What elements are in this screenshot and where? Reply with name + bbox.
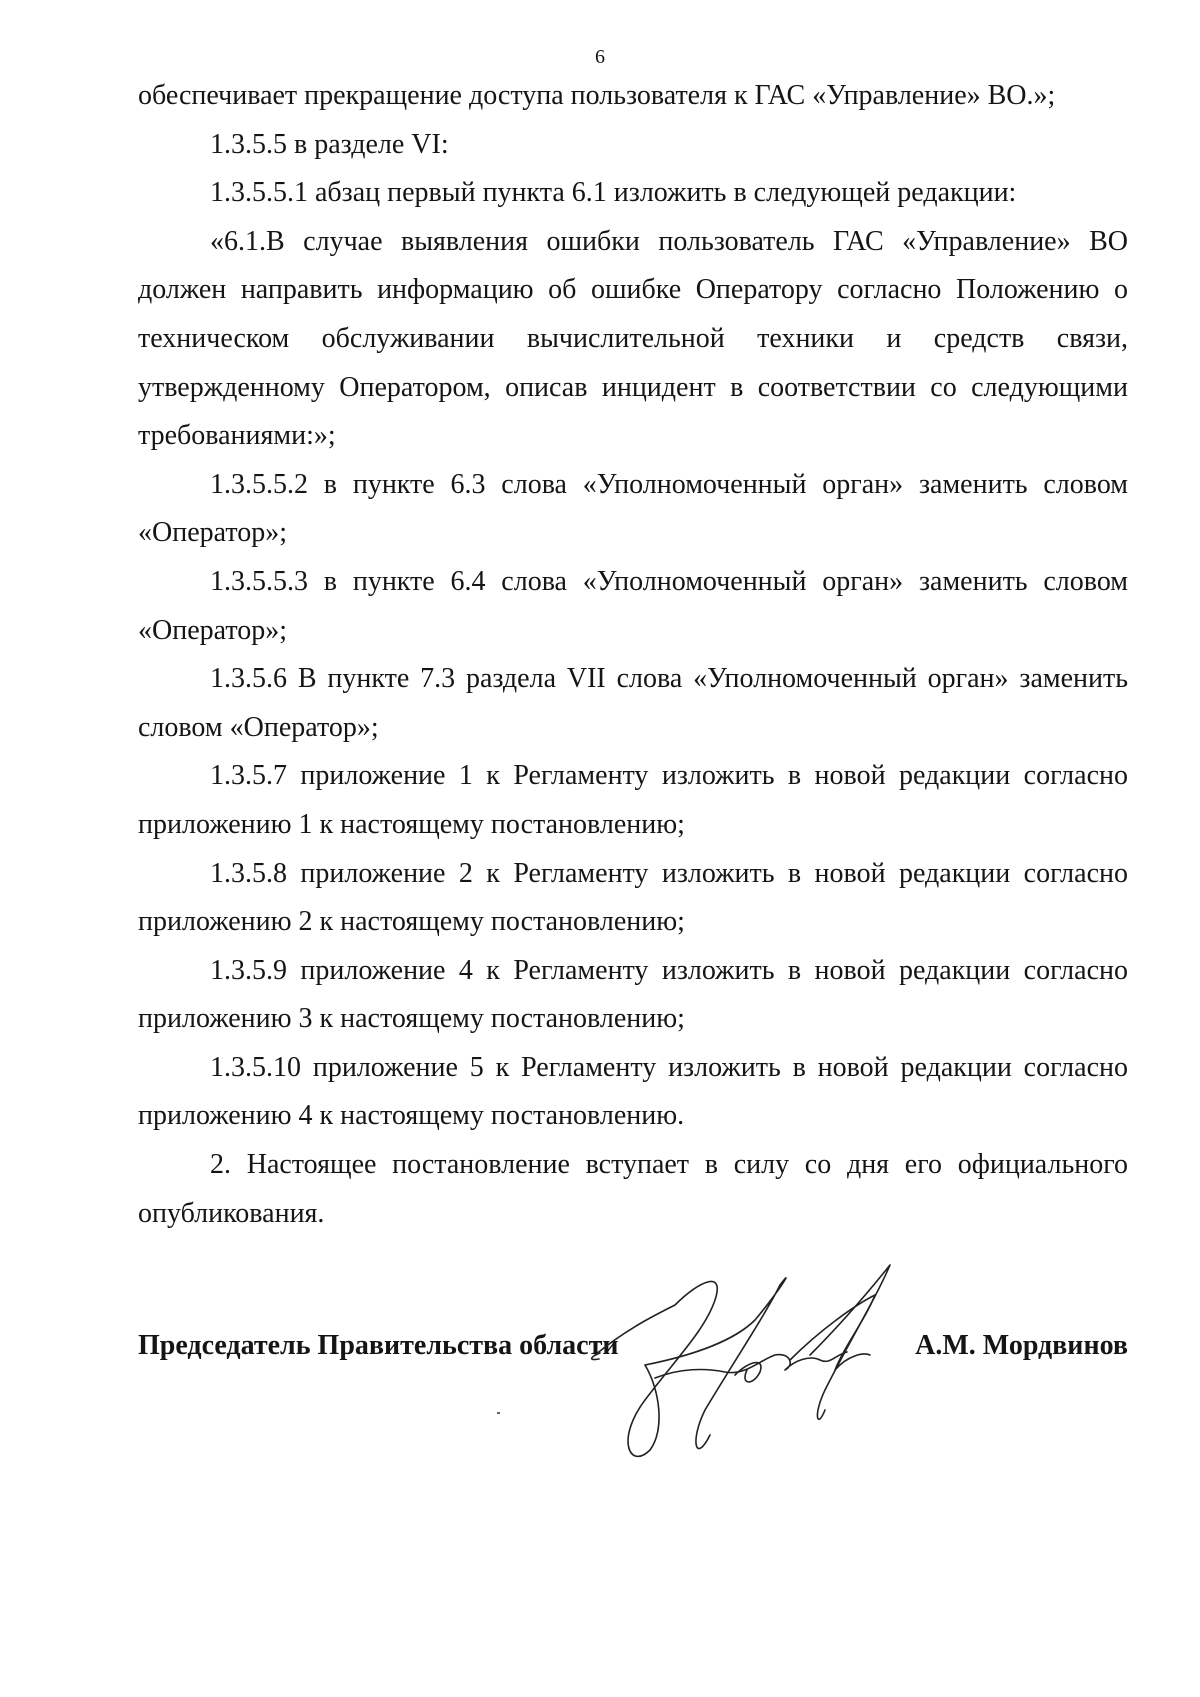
paragraph: 1.3.5.10 приложение 5 к Регламенту изложить в новой редакции согласно приложению 4 к настоящему постановлению. [138,1051,1128,1132]
paragraph: 1.3.5.6 В пункте 7.3 раздела VII слова «Уполномоченный орган» заменить словом «Оператор»; [138,663,1128,743]
signatory-position: Председатель Правительства области [138,1330,619,1361]
page-number: 6 [595,46,605,68]
paragraph: 1.3.5.7 приложение 1 к Регламенту изложить в новой редакции согласно приложению 1 к настоящему постановлению; [138,760,1128,840]
paragraph: «6.1.В случае выявления ошибки пользователь ГАС «Управление» ВО должен направить информацию об ошибке Оператору согласно Положению о техническом обслуживании вычислительной техники и средств связи, утвержденному Оператором, описав инцидент в соответствии со следующими требованиями:»; [138,225,1128,452]
paragraph: 1.3.5.5.3 в пункте 6.4 слова «Уполномоченный орган» заменить словом «Оператор»; [138,565,1128,646]
paragraph: 2. Настоящее постановление вступает в силу со дня его официального опубликования. [138,1149,1128,1229]
paragraph: 1.3.5.5 в разделе VI: [210,128,449,160]
paragraph: обеспечивает прекращение доступа пользователя к ГАС «Управление» ВО.»; [138,80,1056,111]
paragraph: 1.3.5.5.1 абзац первый пункта 6.1 изложить в следующей редакции: [210,177,1017,209]
signatory-name: А.М. Мордвинов [915,1330,1128,1361]
paragraph: 1.3.5.5.2 в пункте 6.3 слова «Уполномоченный орган» заменить словом «Оператор»; [138,468,1128,549]
handwritten-signature [585,1260,945,1475]
page-speck [497,1412,500,1414]
document-body [138,72,1128,1238]
paragraph: 1.3.5.9 приложение 4 к Регламенту изложить в новой редакции согласно приложению 3 к настоящему постановлению; [138,954,1128,1035]
paragraph: 1.3.5.8 приложение 2 к Регламенту изложить в новой редакции согласно приложению 2 к настоящему постановлению; [138,857,1128,938]
